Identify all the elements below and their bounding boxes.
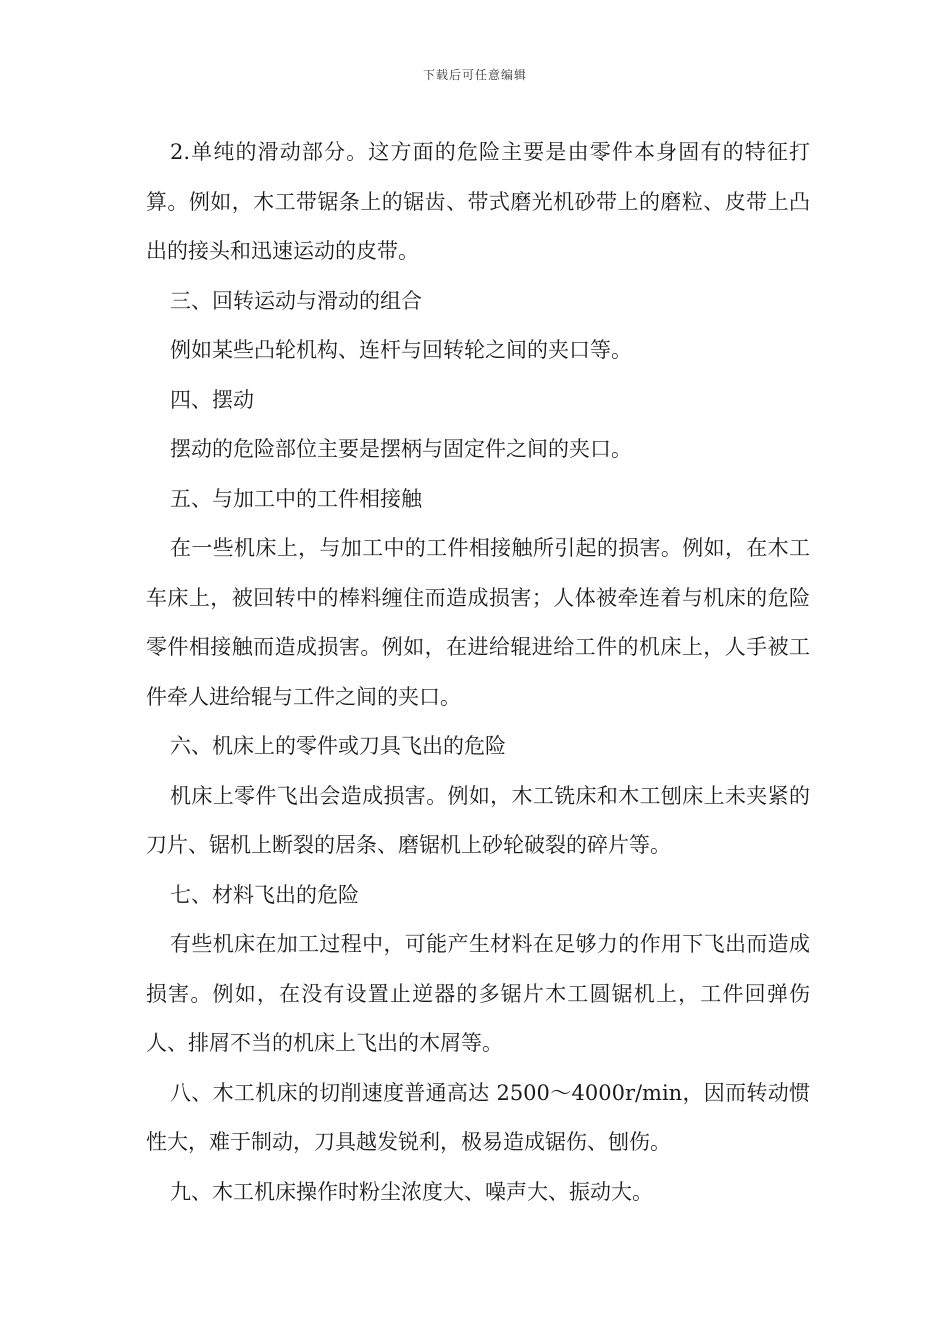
paragraph-parts-flying: 机床上零件飞出会造成损害。例如，木工铣床和木工刨床上未夹紧的刀片、锯机上断裂的居条、磨锯机上砂轮破裂的碎片等。 xyxy=(146,783,810,857)
paragraph-dust-noise: 九、木工机床操作时粉尘浓度大、噪声大、振动大。 xyxy=(170,1179,653,1204)
paragraph-swing: 摆动的危险部位主要是摆柄与固定件之间的夹口。 xyxy=(170,437,632,461)
paragraph-workpiece-contact: 在一些机床上，与加工中的工件相接触所引起的损害。例如，在木工车床上，被回转中的棒料缠住而造成损害；人体被牵连着与机床的危险零件相接触而造成损害。例如，在进给辊进给工件的机床上，人手被工件牵人进给辊与工件之间的夹口。 xyxy=(146,536,810,709)
paragraph-material-flying: 有些机床在加工过程中，可能产生材料在足够力的作用下飞出而造成损害。例如，在没有设置止逆器的多锯片木工圆锯机上，工件回弹伤人、排屑不当的机床上飞出的木屑等。 xyxy=(146,932,810,1055)
paragraph-sliding-parts: 2.单纯的滑动部分。这方面的危险主要是由零件本身固有的特征打算。例如，木工带锯条上的锯齿、带式磨光机砂带上的磨粒、皮带上凸出的接头和迅速运动的皮带。 xyxy=(146,140,810,263)
heading-rotation-sliding-combo: 三、回转运动与滑动的组合 xyxy=(170,288,422,313)
heading-parts-flying: 六、机床上的零件或刀具飞出的危险 xyxy=(170,734,506,758)
document-body xyxy=(146,128,810,1217)
heading-material-flying: 七、材料飞出的危险 xyxy=(170,882,359,907)
heading-workpiece-contact: 五、与加工中的工件相接触 xyxy=(170,486,422,511)
heading-swing: 四、摆动 xyxy=(170,387,254,412)
paragraph-cutting-speed: 八、木工机床的切削速度普通高达 2500～4000r/min，因而转动惯性大，难于制动，刀具越发锐利，极易造成锯伤、刨伤。 xyxy=(146,1080,810,1154)
paragraph-rotation-sliding-example: 例如某些凸轮机构、连杆与回转轮之间的夹口等。 xyxy=(170,338,632,362)
header-note: 下载后可任意编辑 xyxy=(422,68,527,82)
